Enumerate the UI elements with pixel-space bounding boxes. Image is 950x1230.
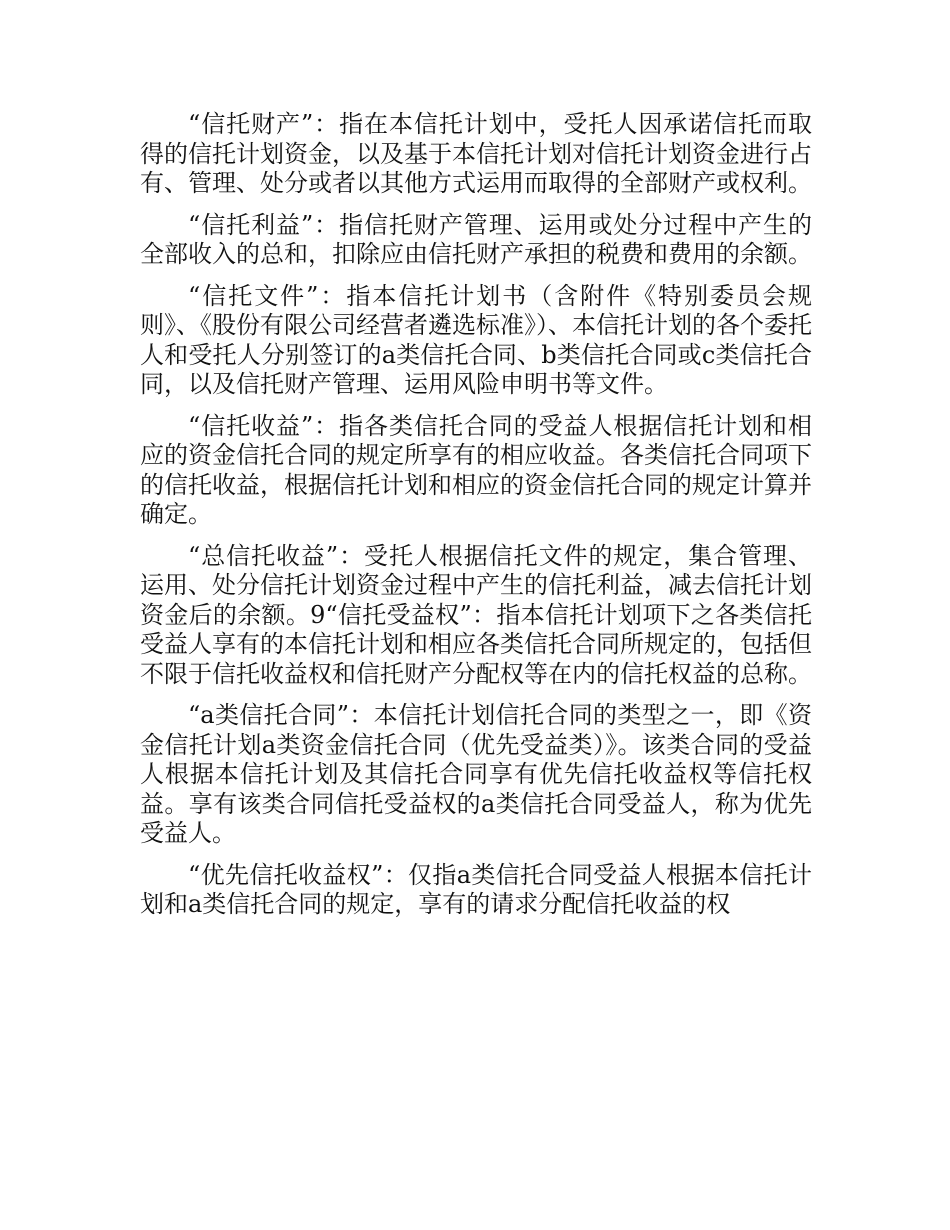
- definition-total-trust-income: “总信托收益”：受托人根据信托文件的规定，集合管理、运用、处分信托计划资金过程中产生的信托利益，减去信托计划资金后的余额。9“信托受益权”：指本信托计划项下之各类信托受益人享有的本信托计划和相应各类信托合同所规定的，包括但不限于信托收益权和信托财产分配权等在内的信托权益的总称。: [140, 541, 812, 688]
- definition-priority-income-right: “优先信托收益权”：仅指a类信托合同受益人根据本信托计划和a类信托合同的规定，享有的请求分配信托收益的权: [140, 860, 812, 918]
- definition-trust-income: “信托收益”：指各类信托合同的受益人根据信托计划和相应的资金信托合同的规定所享有的相应收益。各类信托合同项下的信托收益，根据信托计划和相应的资金信托合同的规定计算并确定。: [140, 411, 812, 528]
- document-page: [140, 110, 812, 932]
- definition-trust-benefit: “信托利益”：指信托财产管理、运用或处分过程中产生的全部收入的总和，扣除应由信托财产承担的税费和费用的余额。: [140, 210, 812, 268]
- definition-class-a-contract: “a类信托合同”：本信托计划信托合同的类型之一，即《资金信托计划a类资金信托合同（优先受益类）》。该类合同的受益人根据本信托计划及其信托合同享有优先信托收益权等信托权益。享有该类合同信托受益权的a类信托合同受益人，称为优先受益人。: [140, 701, 812, 847]
- definition-trust-documents: “信托文件”：指本信托计划书（含附件《特别委员会规则》、《股份有限公司经营者遴选标准》）、本信托计划的各个委托人和受托人分别签订的a类信托合同、b类信托合同或c类信托合同，以及信托财产管理、运用风险申明书等文件。: [140, 281, 812, 398]
- definition-trust-property: “信托财产”：指在本信托计划中，受托人因承诺信托而取得的信托计划资金，以及基于本信托计划对信托计划资金进行占有、管理、处分或者以其他方式运用而取得的全部财产或权利。: [140, 110, 812, 197]
